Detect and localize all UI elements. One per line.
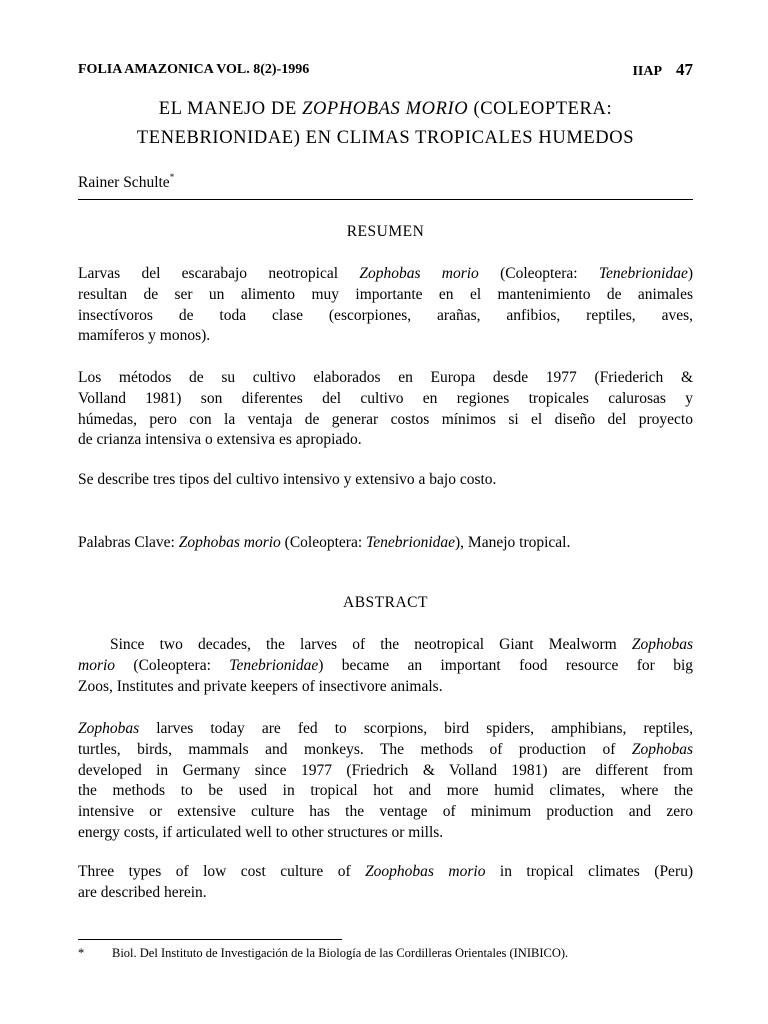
- family-name: Tenebrionidae: [366, 534, 456, 551]
- family-name: Tenebrionidae: [229, 656, 319, 674]
- text-run: ), Manejo tropical.: [455, 534, 571, 551]
- text-line: Zoos, Institutes and private keepers of insectivore animals.: [78, 677, 443, 695]
- text-line: [78, 533, 693, 554]
- footnote-text: Biol. Del Instituto de Investigación de la Biología de las Cordilleras Orientales (INIBICO).: [112, 946, 569, 960]
- text-line: energy costs, if articulated well to other structures or mills.: [78, 823, 444, 841]
- running-header: [78, 60, 693, 82]
- text-line: húmedas, pero con la ventaja de generar costos mínimos si el diseño del proyecto: [78, 410, 693, 428]
- text-line: [78, 719, 693, 740]
- text-run: (Coleoptera:: [115, 656, 230, 674]
- abstract-paragraph-2: [78, 719, 693, 844]
- text-run: ): [687, 265, 693, 282]
- text-line: mamíferos y monos).: [78, 327, 211, 345]
- author-name: Rainer Schulte: [78, 174, 170, 191]
- text-run: Larvas del escarabajo neotropical: [78, 265, 360, 282]
- text-line: insectívoros de toda clase (escorpiones, arañas, anfibios, reptiles, aves,: [78, 306, 693, 324]
- species-name: Zophobas morio: [178, 534, 281, 551]
- text-run: Since two decades, the larves of the neotropical Giant Mealworm: [110, 636, 632, 653]
- abstract-heading: ABSTRACT: [343, 594, 428, 611]
- text-line: [78, 264, 693, 285]
- article-title: [78, 95, 693, 153]
- resumen-heading: RESUMEN: [346, 223, 425, 240]
- title-text: (COLEOPTERA:: [468, 99, 613, 119]
- species-name: Zophobas: [631, 740, 693, 758]
- resumen-paragraph-2: [78, 368, 693, 451]
- resumen-paragraph-3: [78, 470, 693, 491]
- title-line-2: TENEBRIONIDAE) EN CLIMAS TROPICALES HUMEDOS: [136, 128, 635, 148]
- header-divider: [78, 199, 693, 200]
- text-line: developed in Germany since 1977 (Friedrich & Volland 1981) are different from: [78, 761, 693, 779]
- author-line: [78, 172, 174, 192]
- species-name: Zophobas: [78, 720, 140, 737]
- footnote-divider: [78, 939, 342, 940]
- footnote-mark: *: [78, 946, 85, 960]
- page-number: 47: [676, 60, 693, 79]
- species-name: Zophobas morio: [359, 265, 479, 282]
- title-line-1: [78, 95, 693, 124]
- title-text: EL MANEJO DE: [158, 99, 303, 119]
- abstract-paragraph-3: [78, 862, 693, 904]
- author-footnote-mark: *: [169, 172, 175, 182]
- species-name: Zophobas: [631, 636, 693, 653]
- text-run: in tropical climates (Peru): [485, 863, 694, 880]
- text-line: intensive or extensive culture has the ventage of minimum production and zero: [78, 803, 693, 821]
- text-line: [78, 656, 693, 677]
- institution-label: IIAP: [632, 64, 662, 79]
- text-run: ) became an important food resource for big: [318, 656, 693, 674]
- text-run: Three types of low cost culture of: [78, 863, 366, 880]
- text-line: Volland 1981) son diferentes del cultivo en regiones tropicales calurosas y: [78, 389, 693, 407]
- text-line: Los métodos de su cultivo elaborados en Europa desde 1977 (Friederich &: [78, 369, 693, 386]
- journal-citation: FOLIA AMAZONICA VOL. 8(2)-1996: [78, 62, 310, 77]
- page: [78, 0, 693, 1024]
- header-right: [632, 60, 693, 80]
- text-run: larves today are fed to scorpions, bird spiders, amphibians, reptiles,: [139, 720, 693, 737]
- text-line: are described herein.: [78, 883, 207, 901]
- text-line: de crianza intensiva o extensiva es apropiado.: [78, 431, 362, 449]
- text-line: [78, 635, 693, 656]
- species-name: Zoophobas morio: [365, 863, 486, 880]
- abstract-paragraph-1: [78, 635, 693, 697]
- title-species: ZOPHOBAS MORIO: [302, 99, 469, 119]
- text-line: resultan de ser un alimento muy importante en el mantenimiento de animales: [78, 285, 693, 303]
- text-line: [78, 740, 693, 761]
- family-name: Tenebrionidae: [598, 265, 688, 282]
- keywords: [78, 533, 693, 554]
- text-run: (Coleoptera:: [280, 534, 367, 551]
- text-run: turtles, birds, mammals and monkeys. The methods of production of: [78, 740, 632, 758]
- text-line: Se describe tres tipos del cultivo intensivo y extensivo a bajo costo.: [78, 471, 497, 488]
- text-line: [78, 862, 693, 883]
- text-run: (Coleoptera:: [478, 265, 599, 282]
- text-line: the methods to be used in tropical hot and more humid climates, where the: [78, 782, 693, 800]
- resumen-paragraph-1: [78, 264, 693, 347]
- keywords-label: Palabras Clave:: [78, 534, 179, 551]
- species-name: morio: [78, 656, 116, 674]
